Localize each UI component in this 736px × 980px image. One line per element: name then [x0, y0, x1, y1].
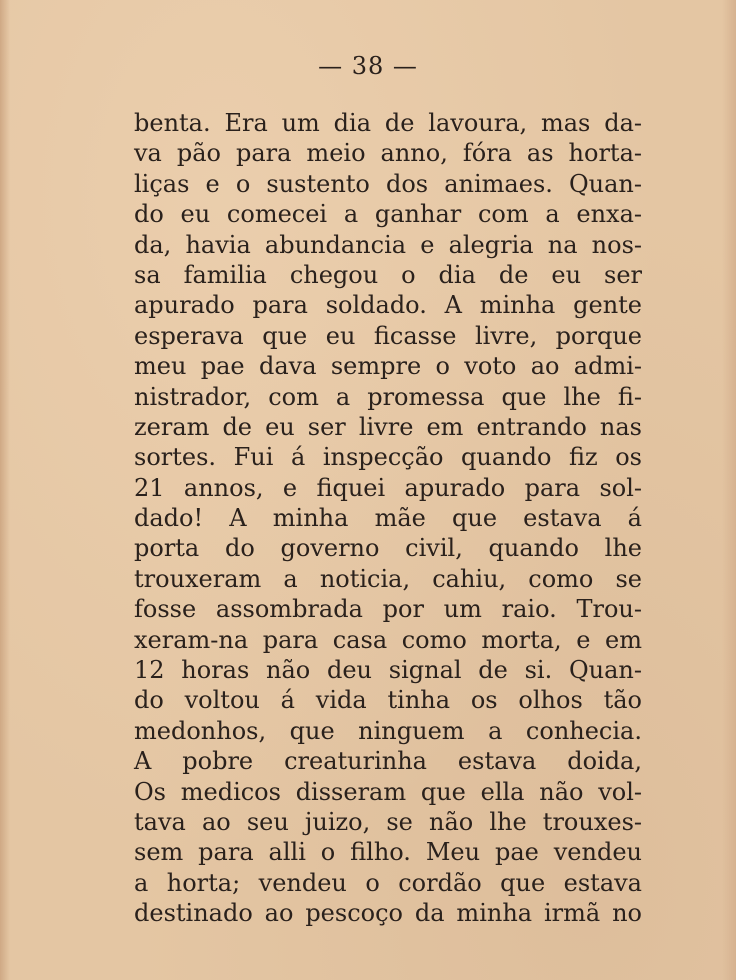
text-line: medonhos, que ninguem a conhecia.: [134, 716, 642, 745]
text-line: liças e o sustento dos animaes. Quan-: [134, 169, 642, 198]
text-line: porta do governo civil, quando lhe: [134, 534, 642, 563]
body-text: [134, 108, 642, 929]
text-line: nistrador, com a promessa que lhe fi-: [134, 382, 642, 411]
text-line: sa familia chegou o dia de eu ser: [134, 260, 642, 289]
text-line: A pobre creaturinha estava doida,: [134, 747, 642, 776]
text-line: Os medicos disseram que ella não vol-: [134, 777, 642, 806]
text-line: do eu comecei a ganhar com a enxa-: [134, 200, 642, 229]
text-line: 21 annos, e fiquei apurado para sol-: [134, 473, 642, 502]
text-line: a horta; vendeu o cordão que estava: [134, 868, 642, 897]
text-line: da, havia abundancia e alegria na nos-: [134, 230, 642, 259]
page-left-edge-shadow: [0, 0, 10, 980]
text-line: zeram de eu ser livre em entrando nas: [134, 412, 642, 441]
text-line: tava ao seu juizo, se não lhe trouxes-: [134, 807, 642, 836]
page-number: — 38 —: [318, 52, 418, 80]
text-line: meu pae dava sempre o voto ao admi-: [134, 352, 642, 381]
page-right-edge-shadow: [722, 0, 736, 980]
text-line: 12 horas não deu signal de si. Quan-: [134, 656, 642, 685]
text-line: fosse assombrada por um raio. Trou-: [134, 595, 642, 624]
text-line: apurado para soldado. A minha gente: [134, 291, 642, 320]
text-line: esperava que eu ficasse livre, porque: [134, 321, 642, 350]
text-line: va pão para meio anno, fóra as horta-: [134, 139, 642, 168]
text-line: trouxeram a noticia, cahiu, como se: [134, 564, 642, 593]
text-line: benta. Era um dia de lavoura, mas da-: [134, 109, 642, 137]
text-line: do voltou á vida tinha os olhos tão: [134, 686, 642, 715]
text-line: xeram-na para casa como morta, e em: [134, 625, 642, 654]
text-line: destinado ao pescoço da minha irmã no: [134, 899, 642, 928]
text-line: sem para alli o filho. Meu pae vendeu: [134, 838, 642, 867]
text-line: dado! A minha mãe que estava á: [134, 504, 642, 533]
text-line: sortes. Fui á inspecção quando fiz os: [134, 443, 642, 472]
